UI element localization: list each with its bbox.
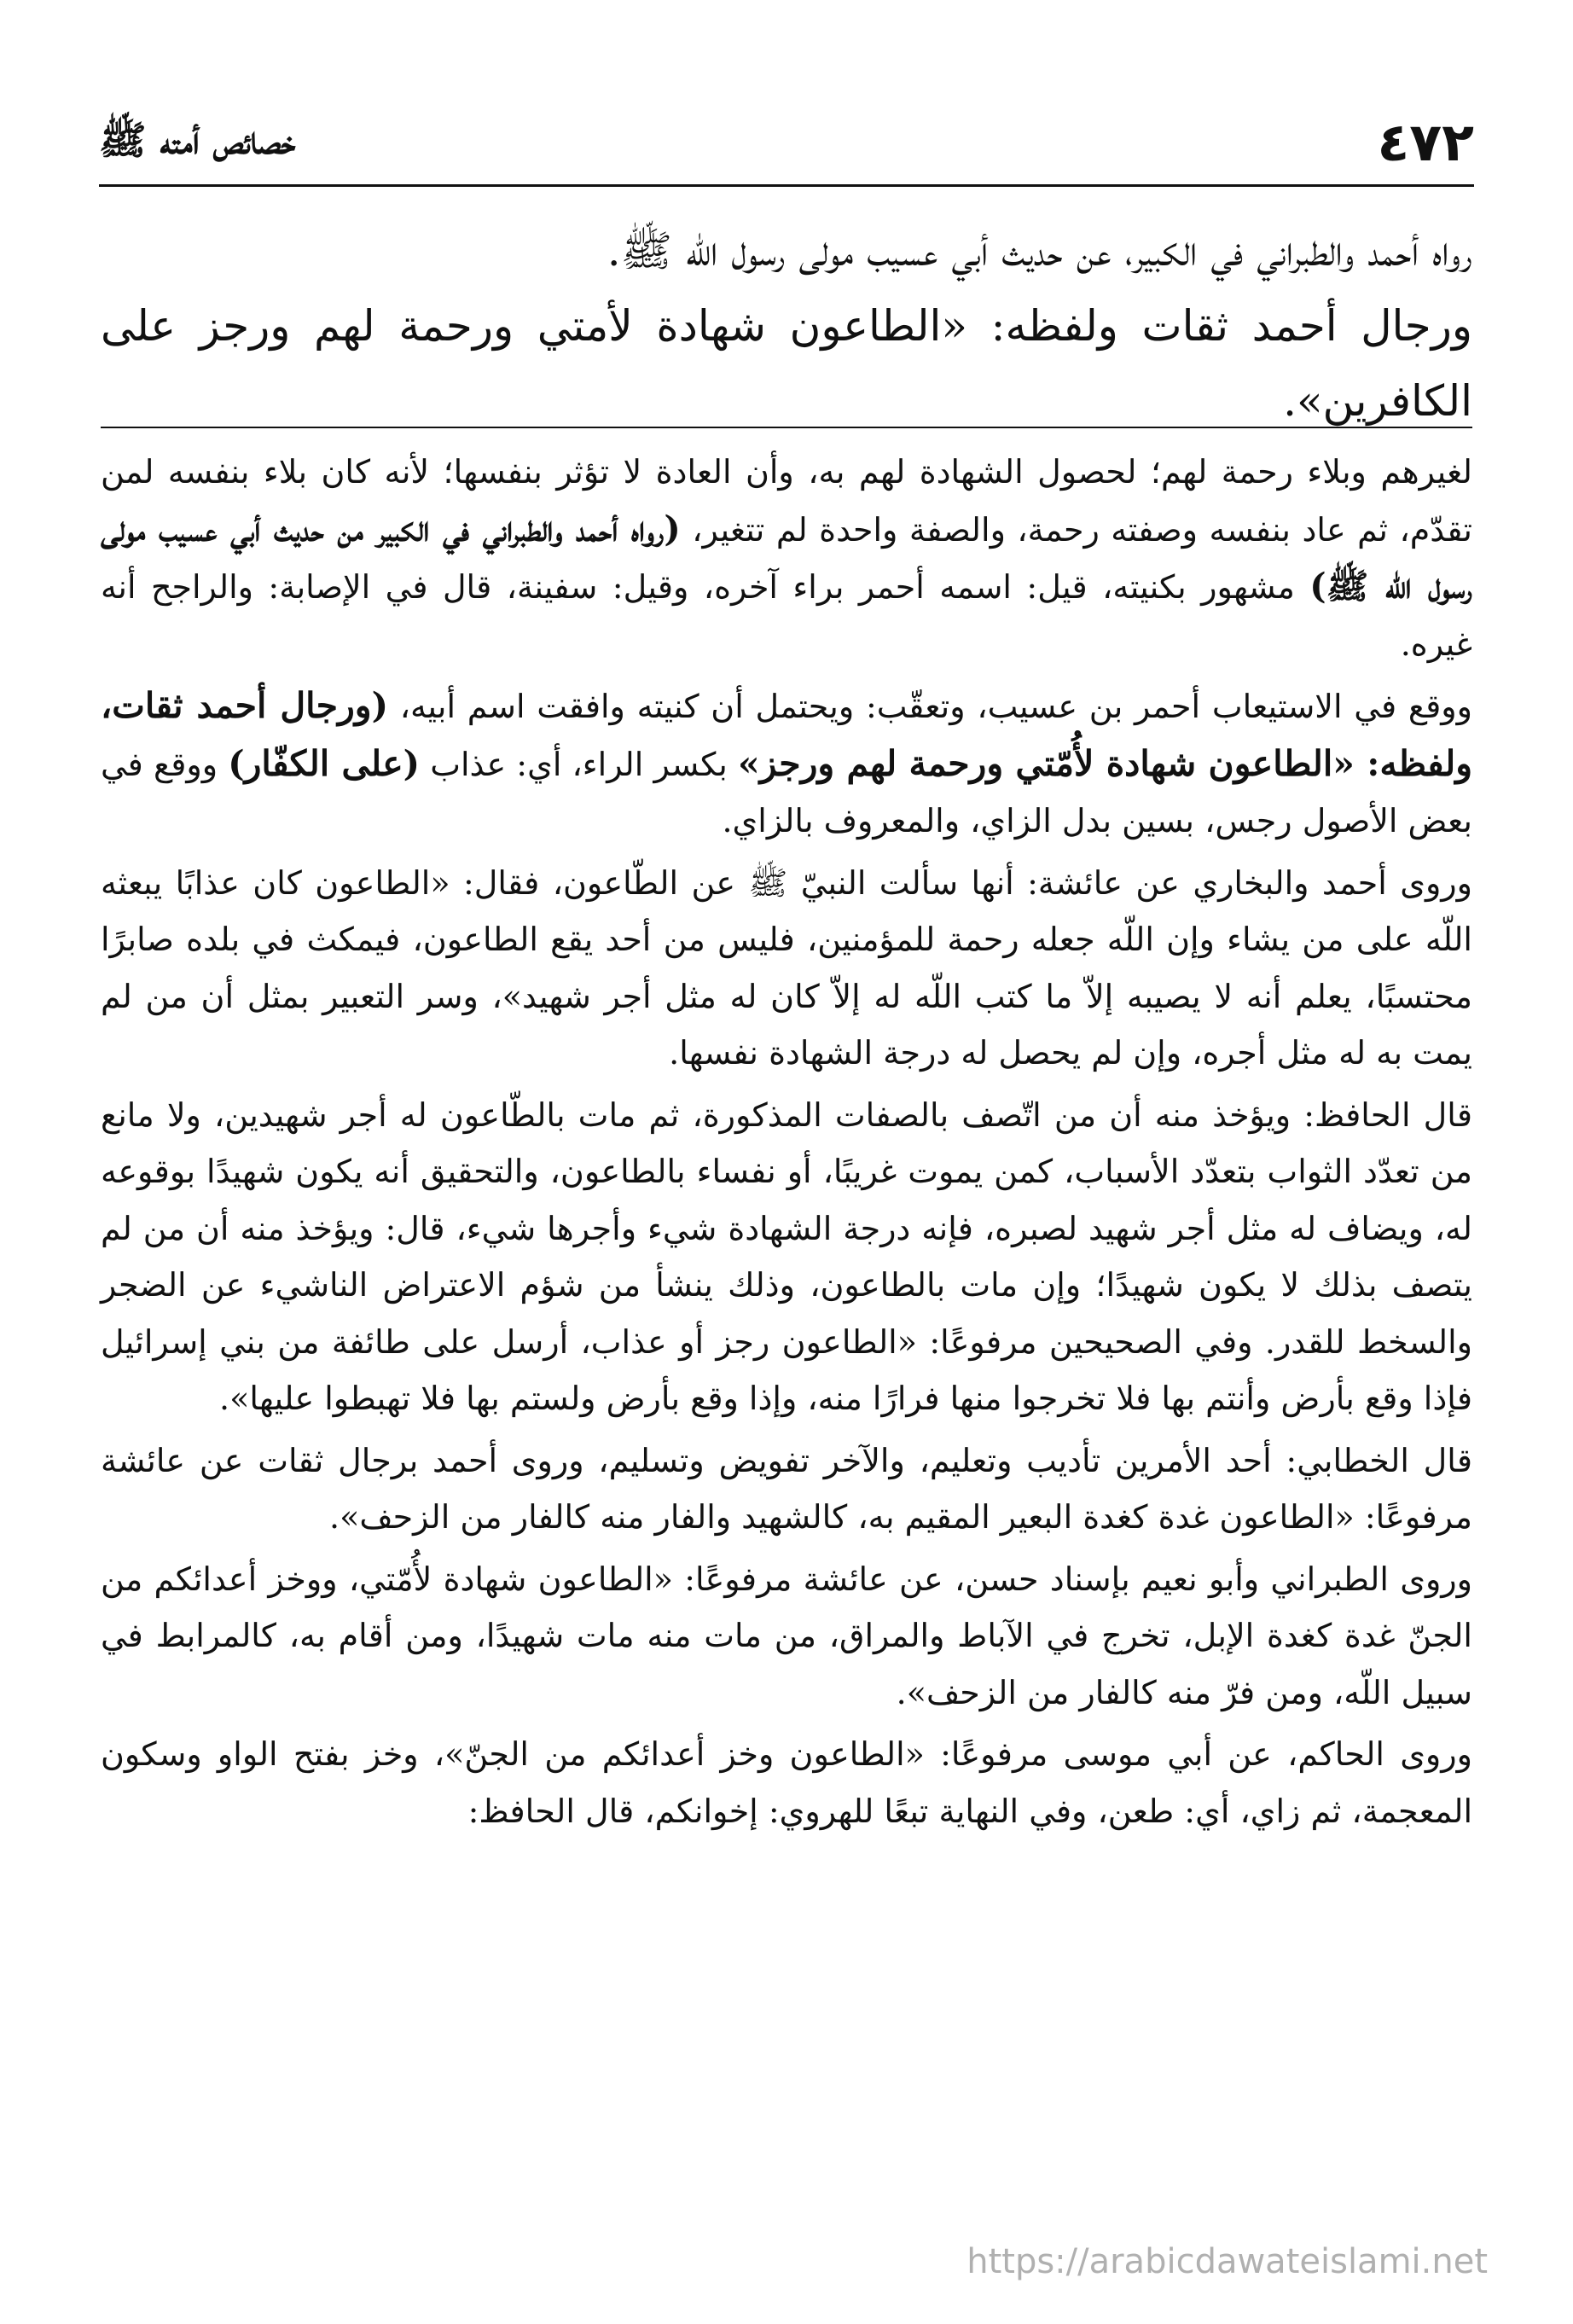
page-header: [99, 102, 1474, 188]
commentary-paragraph: وروى الحاكم، عن أبي موسى مرفوعًا: «الطاعون وخز أعدائكم من الجنّ»، وخز بفتح الواو وسكون المعجمة، ثم زاي، أي: طعن، وفي النهاية تبعًا للهروي: إخوانكم، قال الحافظ:: [101, 1735, 1472, 1830]
commentary-text: مشهور بكنيته، قيل: اسمه أحمر براء آخره، وقيل: سفينة، قال في الإصابة: والراجح أنه غيره.: [101, 568, 1472, 663]
header-divider: [99, 184, 1474, 187]
watermark-url: https://arabicdawateislami.net: [966, 2242, 1488, 2281]
quoted-matn: (رواه أحمد والطبراني في الكبير من حديث أبي عسيب مولى رسول الله ﷺ): [101, 508, 1472, 607]
commentary: [101, 444, 1472, 1839]
commentary-text: ووقع في الاستيعاب أحمر بن عسيب، وتعقّب: ويحتمل أن كنيته وافقت اسم أبيه،: [388, 688, 1472, 725]
commentary-paragraph: قال الخطابي: أحد الأمرين تأديب وتعليم، والآخر تفويض وتسليم، وروى أحمد برجال ثقات عن عائشة مرفوعًا: «الطاعون غدة كغدة البعير المقيم به، كالشهيد والفار منه كالفار من الزحف».: [101, 1441, 1472, 1536]
running-title: خصائص أمته ﷺ: [99, 117, 296, 163]
commentary-text: لغيرهم وبلاء رحمة لهم؛ لحصول الشهادة لهم به، وأن العادة لا تؤثر بنفسها؛ لأنه كان بلاء بنفسه لمن تقدّم، ثم عاد بنفسه وصفته رحمة، والصفة واحدة لم تتغير،: [101, 453, 1472, 549]
commentary-text: بكسر الراء، أي: عذاب: [420, 745, 739, 783]
main-text-line: رواه أحمد والطبراني في الكبير، عن حديث أبي عسيب مولى رسول الله ﷺ.: [607, 226, 1472, 276]
commentary-divider: [101, 427, 1472, 428]
commentary-paragraph: وروى الطبراني وأبو نعيم بإسناد حسن، عن عائشة مرفوعًا: «الطاعون شهادة لأُمّتي، ووخز أعدائكم من الجنّ غدة كغدة الإبل، تخرج في الآباط والمراق، من مات منه مات شهيدًا، ومن أقام به، كالمرابط في سبيل اللّه، ومن فرّ منه كالفار من الزحف».: [101, 1560, 1472, 1711]
commentary-text: ووقع في بعض الأصول رجس، بسين بدل الزاي، والمعروف بالزاي.: [101, 745, 1472, 840]
main-text: [101, 213, 1472, 439]
commentary-paragraph: [101, 677, 1472, 850]
commentary-paragraph: [101, 444, 1472, 672]
quoted-matn: (على الكفّار): [228, 742, 421, 784]
commentary-paragraph: وروى أحمد والبخاري عن عائشة: أنها سألت النبيّ ﷺ عن الطّاعون، فقال: «الطاعون كان عذابًا يبعثه اللّه على من يشاء وإن اللّه جعله رحمة للمؤمنين، فليس من أحد يقع الطاعون، فيمكث في بلده صابرًا محتسبًا، يعلم أنه لا يصيبه إلاّ ما كتب اللّه له إلاّ كان له مثل أجر شهيد»، وسر التعبير بمثل أن من لم يمت به له مثل أجره، وإن لم يحصل له درجة الشهادة نفسها.: [101, 863, 1472, 1072]
commentary-paragraph: قال الحافظ: ويؤخذ منه أن من اتّصف بالصفات المذكورة، ثم مات بالطّاعون له أجر شهيدين، ولا مانع من تعدّد الثواب بتعدّد الأسباب، كمن يموت غريبًا، أو نفساء بالطاعون، والتحقيق أنه يكون شهيدًا بوقوعه له، ويضاف له مثل أجر شهيد لصبره، فإنه درجة الشهادة شيء وأجرها شيء، قال: ويؤخذ منه أن من لم يتصف بذلك لا يكون شهيدًا؛ وإن مات بالطاعون، وذلك ينشأ من شؤم الاعتراض الناشيء عن الضجر والسخط للقدر. وفي الصحيحين مرفوعًا: «الطاعون رجز أو عذاب، أرسل على طائفة من بني إسرائيل فإذا وقع بأرض وأنتم بها فلا تخرجوا منها فرارًا منه، وإذا وقع بأرض ولستم بها فلا تهبطوا عليها».: [101, 1095, 1472, 1417]
page-number: ٤٧٢: [1377, 111, 1474, 173]
main-text-line: ورجال أحمد ثقات ولفظه: «الطاعون شهادة لأمتي ورحمة لهم ورجز على الكافرين».: [101, 301, 1472, 426]
quoted-matn: (ورجال أحمد ثقات، ولفظه: «الطاعون شهادة لأُمّتي ورحمة لهم ورجز»: [101, 685, 1472, 784]
